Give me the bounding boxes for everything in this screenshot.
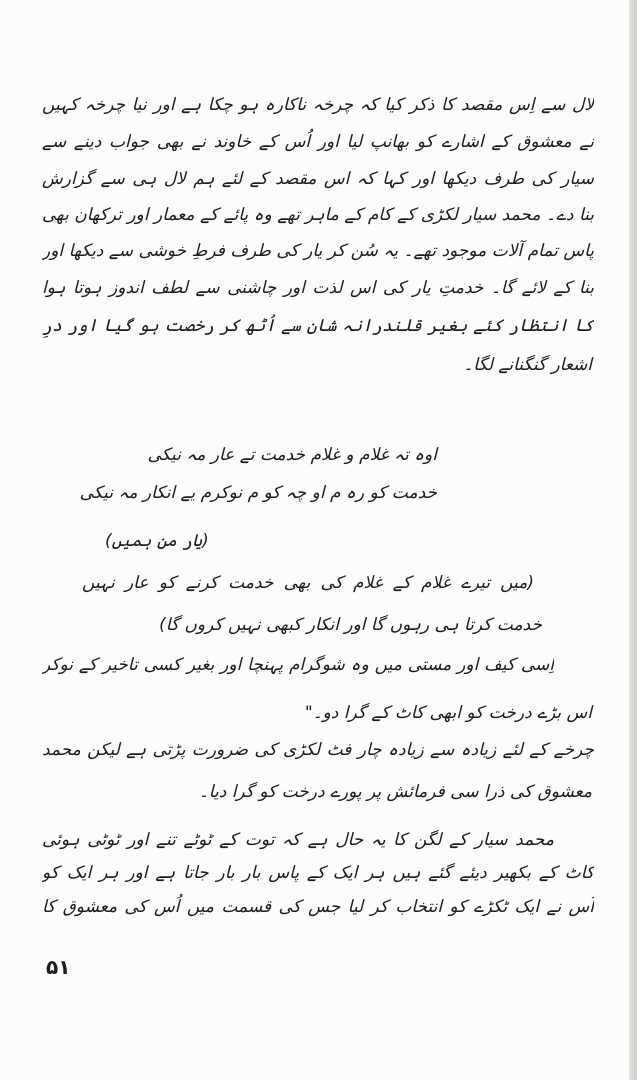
text-line: لال سے اِس مقصد کا ذکر کیا کہ چرخہ ناکارہ ہو چکا ہے اور نیا چرخہ کہیں: [42, 95, 594, 115]
text-line: کا انتظار کئے بغیر قلندرانہ شان سے اُٹھ کر رخصت ہو گیا اور درِ: [42, 316, 594, 336]
translation-line: خدمت کرتا ہی رہوں گا اور انکار کبھی نہیں کروں گا): [159, 615, 542, 635]
verse-attribution: (یار من ہمیں): [105, 531, 209, 551]
text-line: چرخے کے لئے زیادہ سے زیادہ چار فٹ لکڑی کی ضرورت پڑتی ہے لیکن محمد: [42, 740, 594, 760]
text-line: پاس تمام آلات موجود تھے۔ یہ سُن کر یار کی طرف فرطِ خوشی سے دیکھا اور: [42, 241, 594, 261]
translation-line: (میں تیرے غلام کے غلام کی بھی خدمت کرنے کو عار نہیں: [82, 573, 534, 593]
verse-line: خدمت کو رہ م او چہ کو م نوکرم یے انکار مہ نیکی: [79, 483, 437, 503]
text-line: معشوق کی ذرا سی فرمائش پر پورے درخت کو گرا دیا۔: [198, 782, 592, 802]
text-line: اِسی کیف اور مستی میں وہ شوگرام پہنچا اور بغیر کسی تاخیر کے نوکر: [42, 655, 554, 675]
page-number: ۵۱: [46, 955, 71, 979]
verse-line: اوہ تہ غلام و غلام خدمت تے عار مہ نیکی: [147, 445, 437, 465]
text-line: اشعار گنگنانے لگا۔: [463, 355, 592, 375]
text-line: اُس نے ایک ٹکڑے کو انتخاب کر لیا جس کی قسمت میں اُس کی معشوق کا: [42, 897, 594, 917]
text-line: اس بڑے درخت کو ابھی کاٹ کے گرا دو۔": [304, 703, 592, 723]
text-line: بنا دے۔ محمد سیار لکڑی کے کام کے ماہر تھے وہ پائے کے معمار اور ترکھان بھی: [42, 205, 594, 225]
text-line: کاٹ کے بکھیر دیئے گئے ہیں ہر ایک کے پاس بار بار جاتا ہے اور ہر ایک کو: [42, 863, 594, 883]
page-edge: [629, 0, 637, 1080]
text-line: سیار کی طرف دیکھا اور کہا کہ اس مقصد کے لئے ہم لال ہی سے گزارش: [42, 169, 594, 189]
text-line: بنا کے لائے گا۔ خدمتِ یار کی اس لذت اور چاشنی سے لطف اندوز ہوتا ہوا: [42, 278, 594, 298]
text-line: محمد سیار کے لگن کا یہ حال ہے کہ توت کے ٹوٹے تنے اور ٹوٹی ہوئی: [42, 830, 554, 850]
text-line: نے معشوق کے اشارے کو بھانپ لیا اور اُس کے خاوند نے بھی جواب دینے سے: [42, 132, 594, 152]
